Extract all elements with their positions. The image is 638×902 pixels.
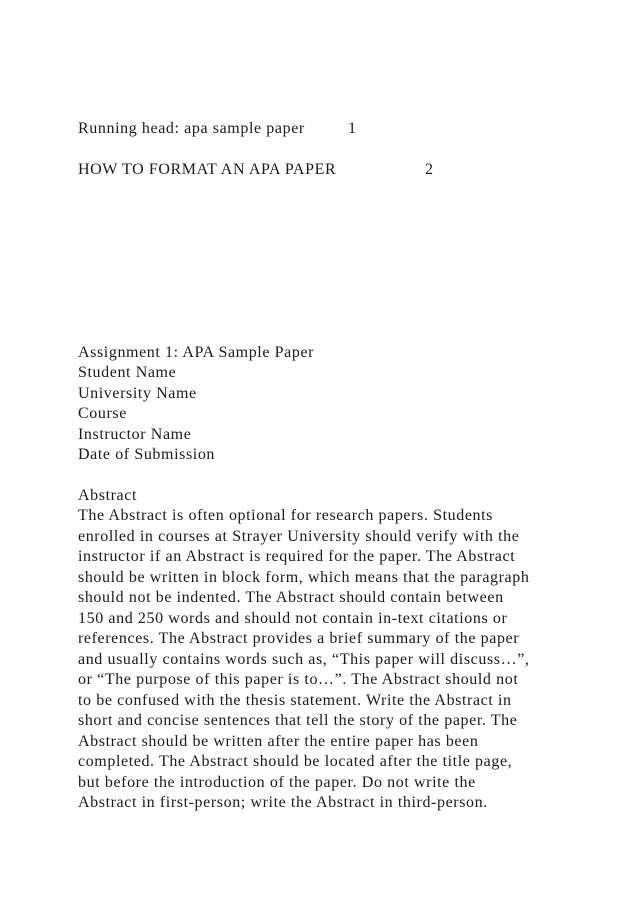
abstract-paragraph — [78, 506, 530, 814]
submission-date: Date of Submission — [78, 446, 216, 464]
abstract-line: and usually contains words such as, “This paper will discuss…”, — [78, 650, 530, 668]
university-name: University Name — [78, 384, 197, 402]
abstract-line: references. The Abstract provides a brief summary of the paper — [78, 630, 520, 647]
assignment-title: Assignment 1: APA Sample Paper — [78, 344, 315, 361]
page-number: 1 — [348, 120, 357, 137]
abstract-line: should not be indented. The Abstract should contain between — [78, 589, 504, 606]
abstract-line: enrolled in courses at Strayer University should verify with the — [78, 527, 520, 545]
title-page-block — [78, 343, 314, 465]
abstract-line: instructor if an Abstract is required for the paper. The Abstract — [78, 548, 516, 565]
abstract-line: to be confused with the thesis statement. Write the Abstract in — [78, 691, 512, 709]
abstract-line: Abstract in first-person; write the Abstract in third-person. — [78, 794, 488, 811]
second-page-number: 2 — [425, 161, 434, 178]
instructor-name: Instructor Name — [78, 425, 192, 443]
abstract-line: short and concise sentences that tell the story of the paper. The — [78, 712, 518, 729]
abstract-line: but before the introduction of the paper. Do not write the — [78, 773, 476, 791]
second-page-header-label: HOW TO FORMAT AN APA PAPER — [78, 161, 337, 178]
abstract-line: The Abstract is often optional for research papers. Students — [78, 507, 493, 524]
course-name: Course — [78, 405, 127, 423]
student-name: Student Name — [78, 364, 177, 382]
abstract-line: 150 and 250 words and should not contain in-text citations or — [78, 609, 508, 627]
abstract-line: Abstract should be written after the entire paper has been — [78, 732, 479, 750]
abstract-heading: Abstract — [78, 487, 138, 504]
abstract-line: should be written in block form, which means that the paragraph — [78, 568, 530, 586]
abstract-line: or “The purpose of this paper is to…”. The Abstract should not — [78, 671, 519, 688]
running-head-label: Running head: apa sample paper — [78, 120, 305, 137]
abstract-line: completed. The Abstract should be located after the title page, — [78, 753, 513, 770]
